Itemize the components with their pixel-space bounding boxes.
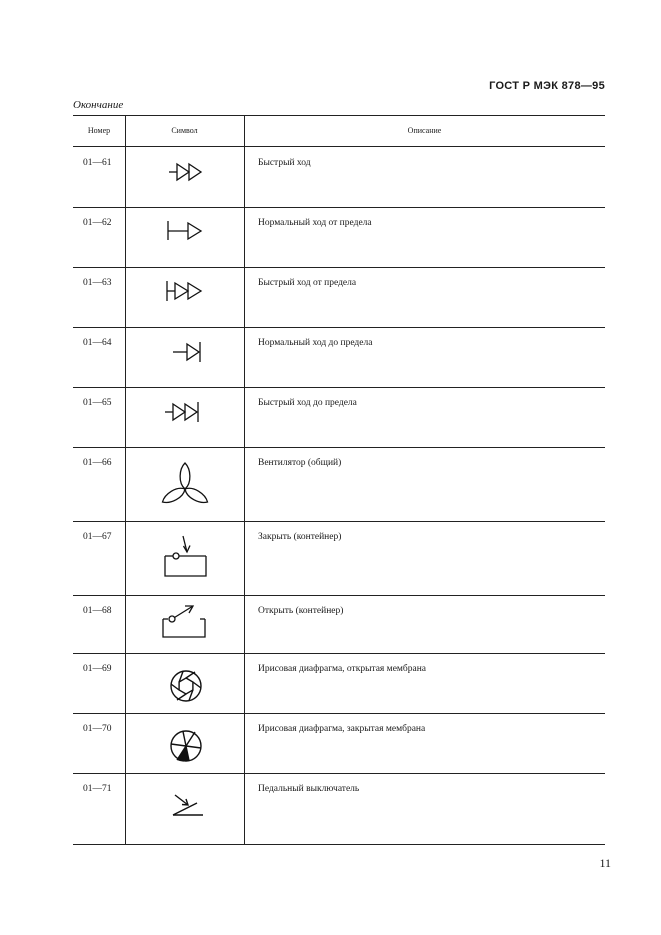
- fan-icon: [125, 447, 244, 521]
- row-number: 01—67: [83, 532, 112, 542]
- table-header: [73, 116, 605, 147]
- table-row: [73, 521, 605, 596]
- fast-motion-icon: [125, 147, 244, 207]
- ending-label: Окончание: [73, 99, 124, 111]
- table-row: [73, 327, 605, 388]
- column-header-number: Номер: [87, 126, 111, 135]
- pedal-switch-icon: [125, 773, 244, 844]
- table-row: [73, 387, 605, 448]
- table-row: [73, 147, 605, 208]
- row-number: 01—63: [83, 278, 112, 288]
- row-description: Быстрый ход: [258, 158, 311, 168]
- fast-motion-to-limit-icon: [125, 387, 244, 447]
- close-container-icon: [125, 521, 244, 595]
- table-row: [73, 267, 605, 328]
- row-description: Закрыть (контейнер): [258, 532, 342, 542]
- open-container-icon: [125, 595, 244, 653]
- row-description: Быстрый ход до предела: [258, 398, 357, 408]
- row-description: Нормальный ход от предела: [258, 218, 372, 228]
- row-number: 01—61: [83, 158, 112, 168]
- row-number: 01—71: [83, 784, 112, 794]
- row-description: Вентилятор (общий): [258, 458, 342, 468]
- table-row: [73, 207, 605, 268]
- column-header-symbol: Символ: [171, 126, 198, 135]
- header-code: ГОСТ Р МЭК 878—95: [489, 80, 605, 92]
- table-row: [73, 773, 605, 844]
- row-description: Ирисовая диафрагма, открытая мембрана: [258, 664, 427, 674]
- row-number: 01—70: [83, 724, 112, 734]
- page-number: 11: [599, 856, 611, 870]
- row-number: 01—65: [83, 398, 112, 408]
- row-description: Быстрый ход от предела: [258, 278, 357, 288]
- table-row: [73, 595, 605, 654]
- row-number: 01—66: [83, 458, 112, 468]
- fast-motion-from-limit-icon: [125, 267, 244, 327]
- iris-open-icon: [125, 653, 244, 713]
- normal-motion-from-limit-icon: [125, 207, 244, 267]
- normal-motion-to-limit-icon: [125, 327, 244, 387]
- row-description: Нормальный ход до предела: [258, 338, 373, 348]
- row-number: 01—68: [83, 606, 112, 616]
- table-row: [73, 713, 605, 774]
- table-row: [73, 653, 605, 714]
- row-description: Открыть (контейнер): [258, 606, 344, 616]
- row-number: 01—69: [83, 664, 112, 674]
- row-number: 01—62: [83, 218, 112, 228]
- column-header-description: Описание: [407, 126, 442, 135]
- row-description: Ирисовая диафрагма, закрытая мембрана: [258, 724, 426, 734]
- row-number: 01—64: [83, 338, 112, 348]
- table-row: [73, 447, 605, 522]
- row-description: Педальный выключатель: [258, 784, 360, 794]
- symbols-table: [73, 115, 605, 845]
- iris-closed-icon: [125, 713, 244, 773]
